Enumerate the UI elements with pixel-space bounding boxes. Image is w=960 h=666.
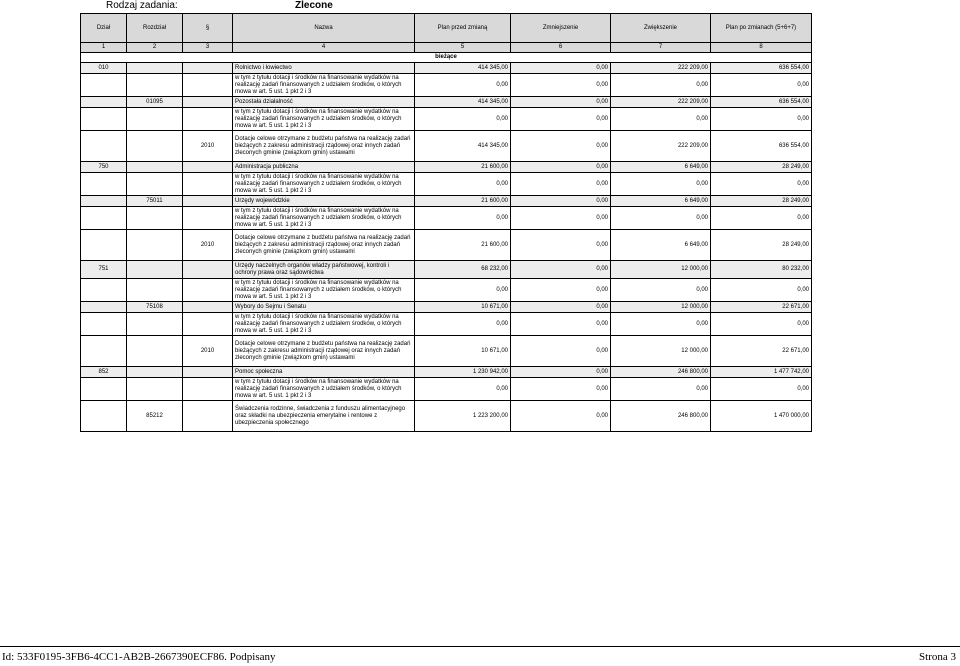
cell-plan: 414 345,00	[415, 131, 511, 162]
cell-nazwa: Dotacje celowe otrzymane z budżetu państwa na realizację zadań bieżących z zakresu administracji rządowej oraz innych zadań zleconych gminie (związkom gmin) ustawami	[233, 336, 415, 367]
cell-paragraf	[183, 279, 233, 302]
cell-zw: 6 649,00	[611, 162, 711, 173]
table-header-row	[81, 14, 812, 43]
cell-nazwa: w tym z tytułu dotacji i środków na finansowanie wydatków na realizację zadań finansowanych z udziałem środków, o których mowa w art. 5 ust. 1 pkt 2 i 3	[233, 108, 415, 131]
cell-dzial	[81, 131, 127, 162]
header-number: 4	[233, 43, 415, 53]
cell-zmn: 0,00	[511, 279, 611, 302]
cell-plan: 0,00	[415, 173, 511, 196]
cell-paragraf	[183, 302, 233, 313]
header-plan: Plan przed zmianą	[415, 14, 511, 43]
cell-rozdzial	[127, 336, 183, 367]
cell-nazwa: Rolnictwo i łowiectwo	[233, 63, 415, 74]
cell-zw: 246 800,00	[611, 367, 711, 378]
cell-po: 28 249,00	[711, 230, 812, 261]
cell-plan: 0,00	[415, 74, 511, 97]
header-zwiekszenie: Zwiększenie	[611, 14, 711, 43]
cell-zmn: 0,00	[511, 173, 611, 196]
cell-nazwa: Urzędy naczelnych organów władzy państwowej, kontroli i ochrony prawa oraz sądownictwa	[233, 261, 415, 279]
cell-nazwa: Wybory do Sejmu i Senatu	[233, 302, 415, 313]
cell-nazwa: Pozostała działalność	[233, 97, 415, 108]
table-row	[81, 302, 812, 313]
cell-nazwa: Dotacje celowe otrzymane z budżetu państwa na realizację zadań bieżących z zakresu administracji rządowej oraz innych zadań zleconych gminie (związkom gmin) ustawami	[233, 230, 415, 261]
cell-po: 0,00	[711, 313, 812, 336]
section-label: bieżące	[81, 53, 812, 63]
cell-zw: 0,00	[611, 173, 711, 196]
cell-dzial	[81, 401, 127, 432]
cell-dzial: 010	[81, 63, 127, 74]
cell-zw: 0,00	[611, 74, 711, 97]
cell-po: 0,00	[711, 378, 812, 401]
cell-dzial	[81, 74, 127, 97]
cell-zw: 0,00	[611, 108, 711, 131]
cell-plan: 21 600,00	[415, 196, 511, 207]
cell-zmn: 0,00	[511, 336, 611, 367]
cell-nazwa: Świadczenia rodzinne, świadczenia z funduszu alimentacyjnego oraz składki na ubezpieczenia emerytalne i rentowe z ubezpieczenia społecznego	[233, 401, 415, 432]
cell-plan: 414 345,00	[415, 97, 511, 108]
cell-paragraf	[183, 63, 233, 74]
cell-dzial	[81, 302, 127, 313]
cell-po: 636 554,00	[711, 97, 812, 108]
cell-po: 28 249,00	[711, 196, 812, 207]
cell-dzial: 751	[81, 261, 127, 279]
cell-zw: 12 000,00	[611, 302, 711, 313]
table-row	[81, 196, 812, 207]
cell-po: 80 232,00	[711, 261, 812, 279]
cell-po: 636 554,00	[711, 63, 812, 74]
cell-rozdzial: 75011	[127, 196, 183, 207]
cell-paragraf	[183, 401, 233, 432]
cell-plan: 10 671,00	[415, 302, 511, 313]
cell-rozdzial	[127, 378, 183, 401]
cell-zmn: 0,00	[511, 261, 611, 279]
cell-nazwa: w tym z tytułu dotacji i środków na finansowanie wydatków na realizację zadań finansowanych z udziałem środków, o których mowa w art. 5 ust. 1 pkt 2 i 3	[233, 279, 415, 302]
table-row	[81, 63, 812, 74]
cell-nazwa: w tym z tytułu dotacji i środków na finansowanie wydatków na realizację zadań finansowanych z udziałem środków, o których mowa w art. 5 ust. 1 pkt 2 i 3	[233, 207, 415, 230]
cell-nazwa: w tym z tytułu dotacji i środków na finansowanie wydatków na realizację zadań finansowanych z udziałem środków, o których mowa w art. 5 ust. 1 pkt 2 i 3	[233, 313, 415, 336]
cell-po: 0,00	[711, 279, 812, 302]
cell-rozdzial	[127, 63, 183, 74]
task-type-value: Zlecone	[295, 0, 333, 11]
cell-paragraf	[183, 173, 233, 196]
cell-rozdzial	[127, 230, 183, 261]
table-row	[81, 131, 812, 162]
cell-nazwa: Urzędy wojewódzkie	[233, 196, 415, 207]
cell-rozdzial: 75108	[127, 302, 183, 313]
cell-zw: 0,00	[611, 378, 711, 401]
cell-paragraf	[183, 108, 233, 131]
cell-paragraf	[183, 261, 233, 279]
cell-plan: 21 600,00	[415, 230, 511, 261]
cell-dzial: 852	[81, 367, 127, 378]
section-row	[81, 53, 812, 63]
budget-table	[80, 13, 812, 432]
cell-po: 0,00	[711, 173, 812, 196]
cell-po: 1 477 742,00	[711, 367, 812, 378]
table-row	[81, 230, 812, 261]
cell-zmn: 0,00	[511, 108, 611, 131]
cell-rozdzial	[127, 207, 183, 230]
cell-paragraf	[183, 162, 233, 173]
table-body	[81, 63, 812, 432]
header-number-row	[81, 43, 812, 53]
table-row	[81, 207, 812, 230]
cell-rozdzial: 85212	[127, 401, 183, 432]
cell-dzial	[81, 230, 127, 261]
cell-paragraf	[183, 378, 233, 401]
table-row	[81, 261, 812, 279]
cell-dzial: 750	[81, 162, 127, 173]
cell-rozdzial	[127, 367, 183, 378]
cell-rozdzial: 01095	[127, 97, 183, 108]
cell-paragraf	[183, 196, 233, 207]
task-type-label: Rodzaj zadania:	[106, 0, 178, 11]
cell-po: 636 554,00	[711, 131, 812, 162]
header-nazwa: Nazwa	[233, 14, 415, 43]
cell-dzial	[81, 207, 127, 230]
table-row	[81, 367, 812, 378]
task-type-row	[80, 0, 811, 12]
cell-po: 0,00	[711, 74, 812, 97]
cell-zmn: 0,00	[511, 230, 611, 261]
cell-zmn: 0,00	[511, 401, 611, 432]
cell-dzial	[81, 336, 127, 367]
cell-plan: 0,00	[415, 279, 511, 302]
cell-dzial	[81, 279, 127, 302]
cell-rozdzial	[127, 162, 183, 173]
cell-plan: 21 600,00	[415, 162, 511, 173]
cell-zmn: 0,00	[511, 131, 611, 162]
header-number: 3	[183, 43, 233, 53]
header-zmniejszenie: Zmniejszenie	[511, 14, 611, 43]
cell-zw: 0,00	[611, 207, 711, 230]
cell-rozdzial	[127, 279, 183, 302]
cell-rozdzial	[127, 74, 183, 97]
cell-po: 0,00	[711, 207, 812, 230]
table-row	[81, 336, 812, 367]
table-row	[81, 173, 812, 196]
page-footer	[0, 646, 960, 666]
table-row	[81, 97, 812, 108]
cell-zmn: 0,00	[511, 74, 611, 97]
cell-paragraf: 2010	[183, 131, 233, 162]
cell-rozdzial	[127, 173, 183, 196]
table-row	[81, 378, 812, 401]
cell-plan: 0,00	[415, 207, 511, 230]
cell-paragraf	[183, 367, 233, 378]
cell-paragraf: 2010	[183, 230, 233, 261]
cell-zw: 222 209,00	[611, 131, 711, 162]
cell-plan: 1 230 942,00	[415, 367, 511, 378]
cell-rozdzial	[127, 131, 183, 162]
cell-nazwa: w tym z tytułu dotacji i środków na finansowanie wydatków na realizację zadań finansowanych z udziałem środków, o których mowa w art. 5 ust. 1 pkt 2 i 3	[233, 173, 415, 196]
cell-zw: 246 800,00	[611, 401, 711, 432]
header-number: 7	[611, 43, 711, 53]
cell-zw: 12 000,00	[611, 261, 711, 279]
header-number: 6	[511, 43, 611, 53]
table-row	[81, 313, 812, 336]
cell-zmn: 0,00	[511, 313, 611, 336]
cell-zw: 0,00	[611, 279, 711, 302]
table-row	[81, 401, 812, 432]
cell-po: 28 249,00	[711, 162, 812, 173]
cell-plan: 0,00	[415, 378, 511, 401]
cell-plan: 1 223 200,00	[415, 401, 511, 432]
cell-nazwa: Pomoc społeczna	[233, 367, 415, 378]
cell-zw: 6 649,00	[611, 230, 711, 261]
header-rozdzial: Rozdział	[127, 14, 183, 43]
cell-rozdzial	[127, 313, 183, 336]
cell-zmn: 0,00	[511, 378, 611, 401]
cell-paragraf: 2010	[183, 336, 233, 367]
page-number: Strona 3	[919, 651, 956, 663]
cell-paragraf	[183, 97, 233, 108]
header-po-zmianach: Plan po zmianach (5+6+7)	[711, 14, 812, 43]
cell-zmn: 0,00	[511, 302, 611, 313]
cell-zmn: 0,00	[511, 196, 611, 207]
cell-nazwa: w tym z tytułu dotacji i środków na finansowanie wydatków na realizację zadań finansowanych z udziałem środków, o których mowa w art. 5 ust. 1 pkt 2 i 3	[233, 378, 415, 401]
cell-paragraf	[183, 207, 233, 230]
cell-zw: 222 209,00	[611, 97, 711, 108]
cell-plan: 414 345,00	[415, 63, 511, 74]
cell-zmn: 0,00	[511, 367, 611, 378]
document-id: Id: 533F0195-3FB6-4CC1-AB2B-2667390ECF86. Podpisany	[2, 651, 276, 663]
cell-dzial	[81, 378, 127, 401]
cell-po: 1 470 000,00	[711, 401, 812, 432]
cell-zw: 222 209,00	[611, 63, 711, 74]
cell-plan: 0,00	[415, 313, 511, 336]
cell-paragraf	[183, 313, 233, 336]
table-row	[81, 162, 812, 173]
cell-plan: 68 232,00	[415, 261, 511, 279]
cell-zw: 0,00	[611, 313, 711, 336]
table-row	[81, 279, 812, 302]
cell-po: 22 671,00	[711, 302, 812, 313]
cell-dzial	[81, 173, 127, 196]
cell-nazwa: Dotacje celowe otrzymane z budżetu państwa na realizację zadań bieżących z zakresu administracji rządowej oraz innych zadań zleconych gminie (związkom gmin) ustawami	[233, 131, 415, 162]
header-number: 2	[127, 43, 183, 53]
cell-rozdzial	[127, 108, 183, 131]
cell-zw: 6 649,00	[611, 196, 711, 207]
cell-zmn: 0,00	[511, 63, 611, 74]
cell-nazwa: w tym z tytułu dotacji i środków na finansowanie wydatków na realizację zadań finansowanych z udziałem środków, o których mowa w art. 5 ust. 1 pkt 2 i 3	[233, 74, 415, 97]
cell-po: 22 671,00	[711, 336, 812, 367]
cell-dzial	[81, 313, 127, 336]
table-row	[81, 74, 812, 97]
header-number: 5	[415, 43, 511, 53]
cell-paragraf	[183, 74, 233, 97]
cell-plan: 10 671,00	[415, 336, 511, 367]
cell-plan: 0,00	[415, 108, 511, 131]
header-paragraf: §	[183, 14, 233, 43]
cell-zmn: 0,00	[511, 207, 611, 230]
cell-dzial	[81, 108, 127, 131]
header-number: 1	[81, 43, 127, 53]
header-dzial: Dział	[81, 14, 127, 43]
cell-dzial	[81, 196, 127, 207]
cell-rozdzial	[127, 261, 183, 279]
cell-zw: 12 000,00	[611, 336, 711, 367]
cell-po: 0,00	[711, 108, 812, 131]
header-number: 8	[711, 43, 812, 53]
cell-nazwa: Administracja publiczna	[233, 162, 415, 173]
cell-zmn: 0,00	[511, 97, 611, 108]
cell-dzial	[81, 97, 127, 108]
cell-zmn: 0,00	[511, 162, 611, 173]
table-row	[81, 108, 812, 131]
